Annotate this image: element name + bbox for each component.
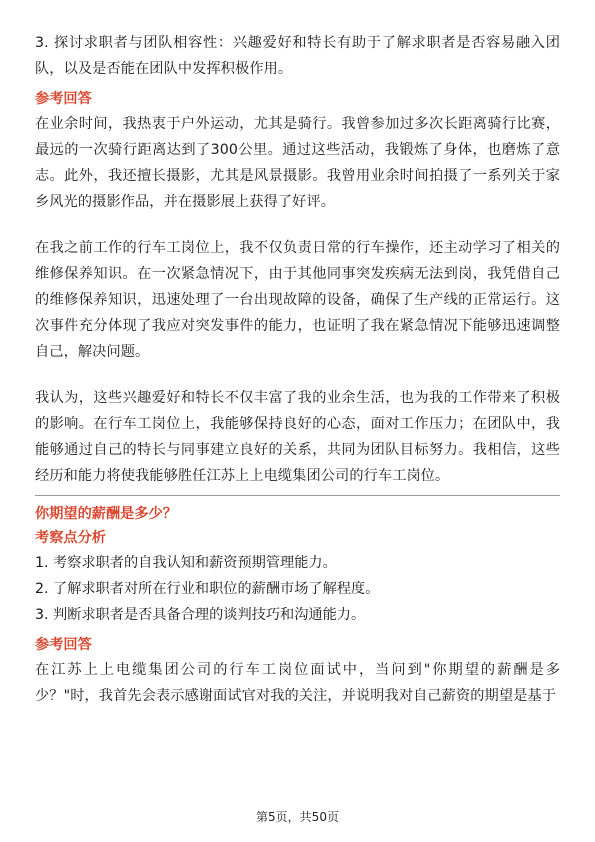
answer1-label: 参考回答 [35, 91, 92, 107]
question-title: 你期望的薪酬是多少？ [35, 506, 177, 522]
analysis-item-2: 2. 了解求职者对所在行业和职位的薪酬市场了解程度。 [35, 581, 380, 597]
page-footer: 第5页，共50页 [256, 810, 339, 824]
answer2-paragraph: 在江苏上上电缆集团公司的行车工岗位面试中，当问到"你期望的薪酬是多少？"时，我首先会表示感谢面试官对我的关注，并说明我对自己薪资的期望是基于 [35, 662, 560, 704]
answer1-paragraph-1: 在业余时间，我热衷于户外运动，尤其是骑行。我曾参加过多次长距离骑行比赛，最远的一次骑行距离达到了300公里。通过这些活动，我锻炼了身体，也磨炼了意志。此外，我还擅长摄影，尤其是风景摄影。我曾用业余时间拍摄了一系列关于家乡风光的摄影作品，并在摄影展上获得了好评。 [35, 116, 560, 210]
answer2-label: 参考回答 [35, 637, 92, 653]
analysis-item-1: 1. 考察求职者的自我认知和薪资预期管理能力。 [35, 555, 337, 571]
section-divider [35, 495, 560, 496]
answer1-paragraph-3: 我认为，这些兴趣爱好和特长不仅丰富了我的业余生活，也为我的工作带来了积极的影响。在行车工岗位上，我能够保持良好的心态，面对工作压力；在团队中，我能够通过自己的特长与同事建立良好的关系，共同为团队目标努力。我相信，这些经历和能力将使我能够胜任江苏上上电缆集团公司的行车工岗位。 [35, 390, 560, 484]
document-page [35, 30, 560, 709]
analysis-item-3: 3. 判断求职者是否具备合理的谈判技巧和沟通能力。 [35, 607, 366, 623]
analysis-label: 考察点分析 [35, 530, 106, 546]
answer1-paragraph-2: 在我之前工作的行车工岗位上，我不仅负责日常的行车操作，还主动学习了相关的维修保养知识。在一次紧急情况下，由于其他同事突发疾病无法到岗，我凭借自己的维修保养知识，迅速处理了一台出现故障的设备，确保了生产线的正常运行。这次事件充分体现了我应对突发事件的能力，也证明了我在紧急情况下能够迅速调整自己，解决问题。 [35, 240, 560, 360]
intro-list-item: 3. 探讨求职者与团队相容性：兴趣爱好和特长有助于了解求职者是否容易融入团队，以及是否能在团队中发挥积极作用。 [35, 35, 560, 77]
